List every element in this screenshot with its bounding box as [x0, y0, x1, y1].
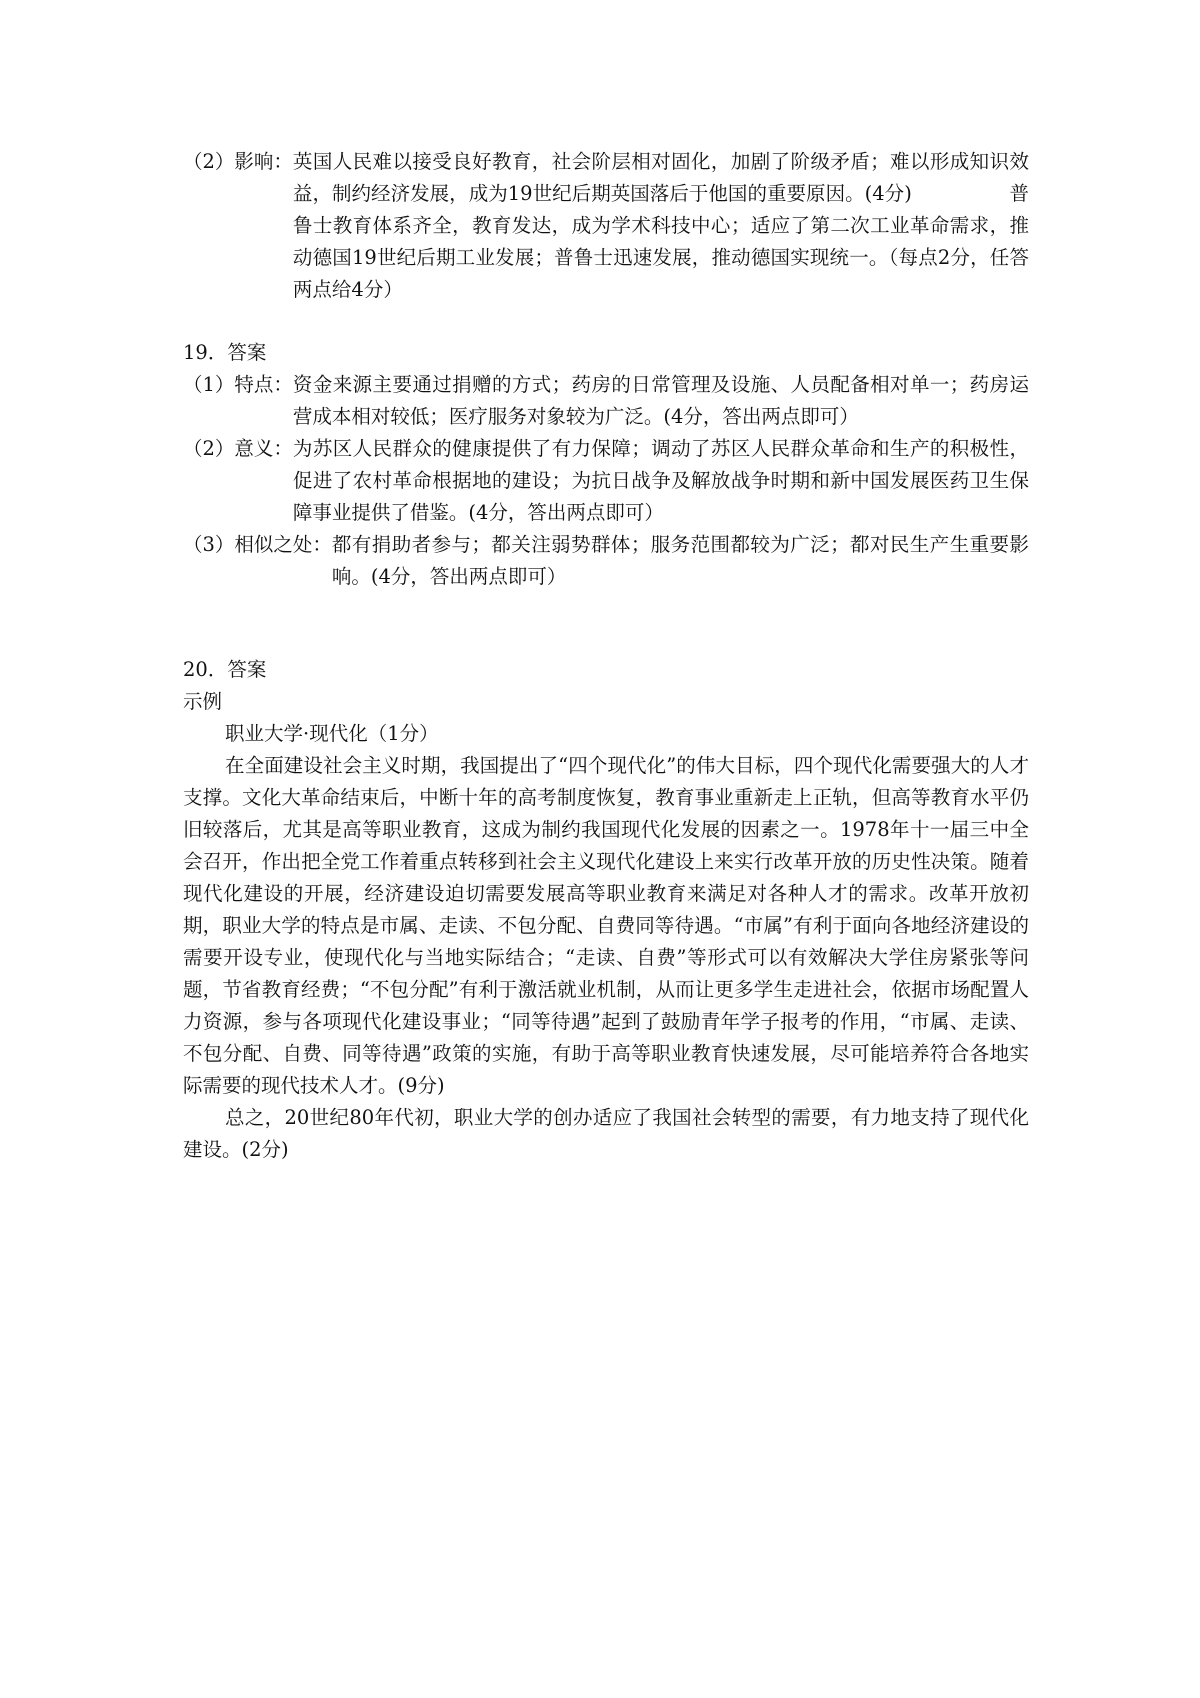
q18-part2 [183, 146, 1029, 306]
q20-essay-conclusion-text: 总之，20世纪80年代初，职业大学的创办适应了我国社会转型的需要，有力地支持了现代化建设。(2分) [183, 1106, 1029, 1161]
q19-part1-label: （1）特点： [183, 373, 293, 396]
q20-essay-conclusion [183, 1102, 1029, 1166]
q19-part3 [183, 529, 1029, 593]
q20-example-label: 示例 [183, 690, 223, 713]
q20-essay-body [183, 750, 1029, 1102]
q20-essay-body-text: 在全面建设社会主义时期，我国提出了“四个现代化”的伟大目标，四个现代化需要强大的人才支撑。文化大革命结束后，中断十年的高考制度恢复，教育事业重新走上正轨，但高等教育水平仍旧较落后，尤其是高等职业教育，这成为制约我国现代化发展的因素之一。1978年十一届三中全会召开，作出把全党工作着重点转移到社会主义现代化建设上来实行改革开放的历史性决策。随着现代化建设的开展，经济建设迫切需要发展高等职业教育来满足对各种人才的需求。改革开放初期，职业大学的特点是市属、走读、不包分配、自费同等待遇。“市属”有利于面向各地经济建设的需要开设专业，使现代化与当地实际结合；“走读、自费”等形式可以有效解决大学住房紧张等问题，节省教育经费；“不包分配”有利于激活就业机制，从而让更多学生走进社会，依据市场配置人力资源，参与各项现代化建设事业；“同等待遇”起到了鼓励青年学子报考的作用，“市属、走读、不包分配、自费、同等待遇”政策的实施，有助于高等职业教育快速发展，尽可能培养符合各地实际需要的现代技术人才。(9分) [183, 754, 1029, 1097]
q19-part1-text: 资金来源主要通过捐赠的方式；药房的日常管理及设施、人员配备相对单一；药房运营成本相对较低；医疗服务对象较为广泛。(4分，答出两点即可） [292, 373, 1029, 428]
q19-part3-text: 都有捐助者参与；都关注弱势群体；服务范围都较为广泛；都对民生产生重要影响。(4分，答出两点即可） [331, 533, 1029, 588]
q19-part2-label: （2）意义： [183, 437, 293, 460]
q19-part2 [183, 433, 1029, 529]
q19-part1 [183, 369, 1029, 433]
q20-essay-title: 职业大学·现代化（1分） [225, 722, 439, 745]
q18-part2-label: （2）影响： [183, 150, 293, 173]
q20-heading: 20．答案 [183, 658, 267, 681]
q19-heading: 19．答案 [183, 341, 267, 364]
q19-part2-text: 为苏区人民群众的健康提供了有力保障；调动了苏区人民群众革命和生产的积极性，促进了农村革命根据地的建设；为抗日战争及解放战争时期和新中国发展医药卫生保障事业提供了借鉴。(4分，答出两点即可） [292, 437, 1029, 524]
q19-part3-label: （3）相似之处： [183, 533, 332, 556]
q18-part2-text: 英国人民难以接受良好教育，社会阶层相对固化，加剧了阶级矛盾；难以形成知识效益，制约经济发展，成为19世纪后期英国落后于他国的重要原因。(4分) 普鲁士教育体系齐全，教育发达，成为学术科技中心；适应了第二次工业革命需求，推动德国19世纪后期工业发展；普鲁士迅速发展，推动德国实现统一。（每点2分，任答两点给4分） [292, 150, 1029, 301]
